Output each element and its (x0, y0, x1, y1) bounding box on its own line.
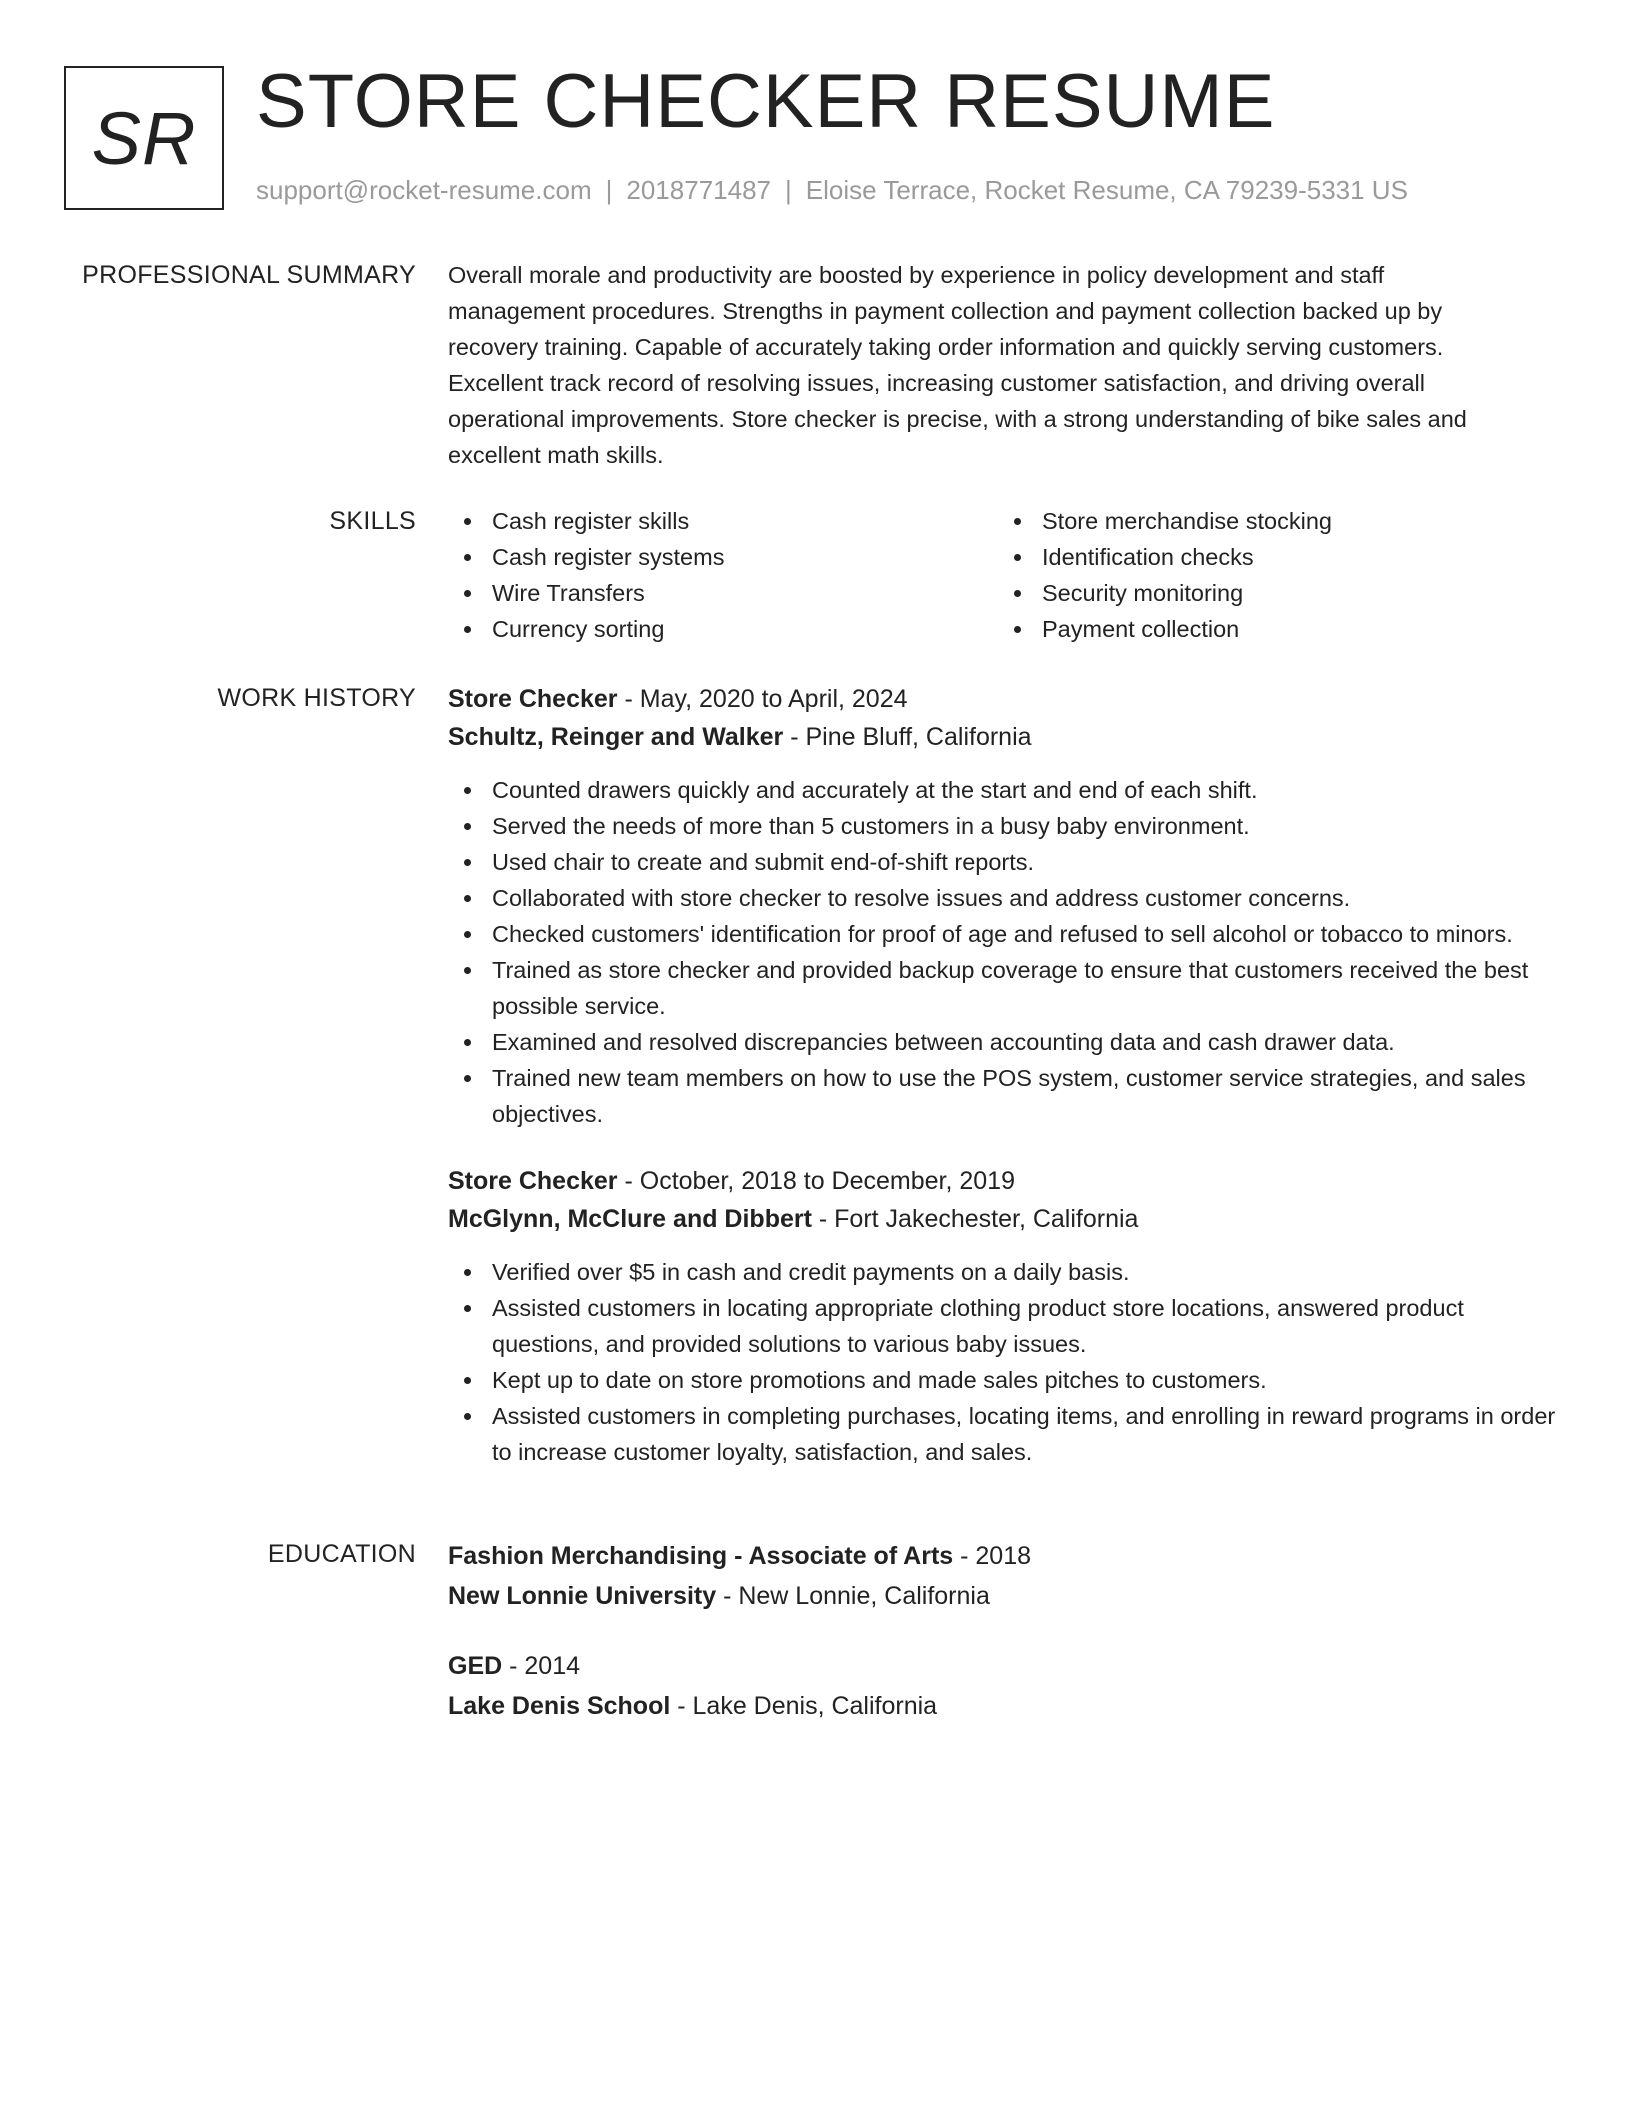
job-duty: Verified over $5 in cash and credit payments on a daily basis. (448, 1254, 1568, 1290)
job-entry (448, 1162, 1568, 1470)
education-location: - New Lonnie, California (716, 1582, 990, 1610)
contact-separator: | (605, 175, 613, 205)
job-title-line (448, 680, 1568, 718)
education-heading: EDUCATION (267, 1540, 416, 1568)
job-company: Schultz, Reinger and Walker (448, 723, 784, 751)
work-history-body (448, 680, 1568, 1470)
summary-line: management procedures. Strengths in payment collection and payment collection backed up by (448, 298, 1443, 324)
contact-separator: | (785, 175, 792, 205)
education-degree: Fashion Merchandising - Associate of Arts (448, 1542, 954, 1570)
skill-item: Wire Transfers (448, 575, 998, 611)
skills-column-left (448, 503, 998, 647)
education-degree-line (448, 1536, 1568, 1576)
summary-line: operational improvements. Store checker is precise, with a strong understanding of bike sales and (448, 406, 1467, 432)
job-title: Store Checker (448, 685, 618, 713)
job-entry (448, 680, 1568, 1132)
monogram-box (64, 66, 224, 210)
job-duty: Assisted customers in completing purchases, locating items, and enrolling in reward programs in order to increase customer loyalty, satisfaction, and sales. (448, 1398, 1568, 1470)
education-location: - Lake Denis, California (670, 1692, 938, 1720)
summary-line: recovery training. Capable of accurately taking order information and quickly serving customers. (448, 334, 1444, 360)
contact-email: support@rocket-resume.com (256, 175, 592, 205)
job-dates: - October, 2018 to December, 2019 (617, 1167, 1015, 1195)
skills-column-right (998, 503, 1548, 647)
resume-title: STORE CHECKER RESUME (256, 59, 1276, 144)
job-duties (448, 772, 1568, 1132)
job-duties (448, 1254, 1568, 1470)
skill-item: Identification checks (998, 539, 1548, 575)
job-company-line (448, 718, 1568, 756)
job-duty: Checked customers' identification for proof of age and refused to sell alcohol or tobacco to minors. (448, 916, 1568, 952)
skill-item: Cash register skills (448, 503, 998, 539)
education-school: Lake Denis School (448, 1692, 671, 1720)
education-entry (448, 1536, 1568, 1616)
skill-item: Payment collection (998, 611, 1548, 647)
job-duty: Used chair to create and submit end-of-shift reports. (448, 844, 1568, 880)
work-history-heading: WORK HISTORY (217, 684, 416, 712)
education-school-line (448, 1576, 1568, 1616)
monogram-initials: SR (91, 96, 197, 180)
job-duty: Kept up to date on store promotions and made sales pitches to customers. (448, 1362, 1568, 1398)
skill-item: Security monitoring (998, 575, 1548, 611)
job-location: - Pine Bluff, California (783, 723, 1032, 751)
job-duty: Collaborated with store checker to resolve issues and address customer concerns. (448, 880, 1568, 916)
job-duty: Trained new team members on how to use the POS system, customer service strategies, and sales objectives. (448, 1060, 1568, 1132)
summary-text (448, 257, 1568, 473)
job-title-line (448, 1162, 1568, 1200)
contact-line (256, 174, 1408, 206)
education-degree-line (448, 1646, 1568, 1686)
job-company-line (448, 1200, 1568, 1238)
job-duty: Assisted customers in locating appropriate clothing product store locations, answered product questions, and provided solutions to various baby issues. (448, 1290, 1568, 1362)
education-degree: GED (448, 1652, 503, 1680)
contact-phone: 2018771487 (626, 175, 771, 205)
education-school: New Lonnie University (448, 1582, 717, 1610)
job-duty: Examined and resolved discrepancies between accounting data and cash drawer data. (448, 1024, 1568, 1060)
skills-heading: SKILLS (329, 507, 416, 535)
job-duty: Trained as store checker and provided backup coverage to ensure that customers received the best possible service. (448, 952, 1568, 1024)
summary-heading: PROFESSIONAL SUMMARY (82, 261, 416, 289)
education-school-line (448, 1686, 1568, 1726)
contact-address: Eloise Terrace, Rocket Resume, CA 79239-5331 US (805, 175, 1408, 205)
job-duty: Served the needs of more than 5 customers in a busy baby environment. (448, 808, 1568, 844)
summary-line: excellent math skills. (448, 442, 664, 468)
summary-line: Excellent track record of resolving issues, increasing customer satisfaction, and driving overall (448, 370, 1425, 396)
job-location: - Fort Jakechester, California (811, 1205, 1139, 1233)
education-year: - 2018 (953, 1542, 1032, 1570)
skill-item: Currency sorting (448, 611, 998, 647)
skill-item: Store merchandise stocking (998, 503, 1548, 539)
skill-item: Cash register systems (448, 539, 998, 575)
skills-body (448, 503, 1568, 647)
job-company: McGlynn, McClure and Dibbert (448, 1205, 812, 1233)
education-entry (448, 1646, 1568, 1726)
job-title: Store Checker (448, 1167, 618, 1195)
job-dates: - May, 2020 to April, 2024 (617, 685, 908, 713)
education-body (448, 1536, 1568, 1726)
summary-line: Overall morale and productivity are boosted by experience in policy development and staff (448, 262, 1385, 288)
education-year: - 2014 (502, 1652, 581, 1680)
job-duty: Counted drawers quickly and accurately at the start and end of each shift. (448, 772, 1568, 808)
